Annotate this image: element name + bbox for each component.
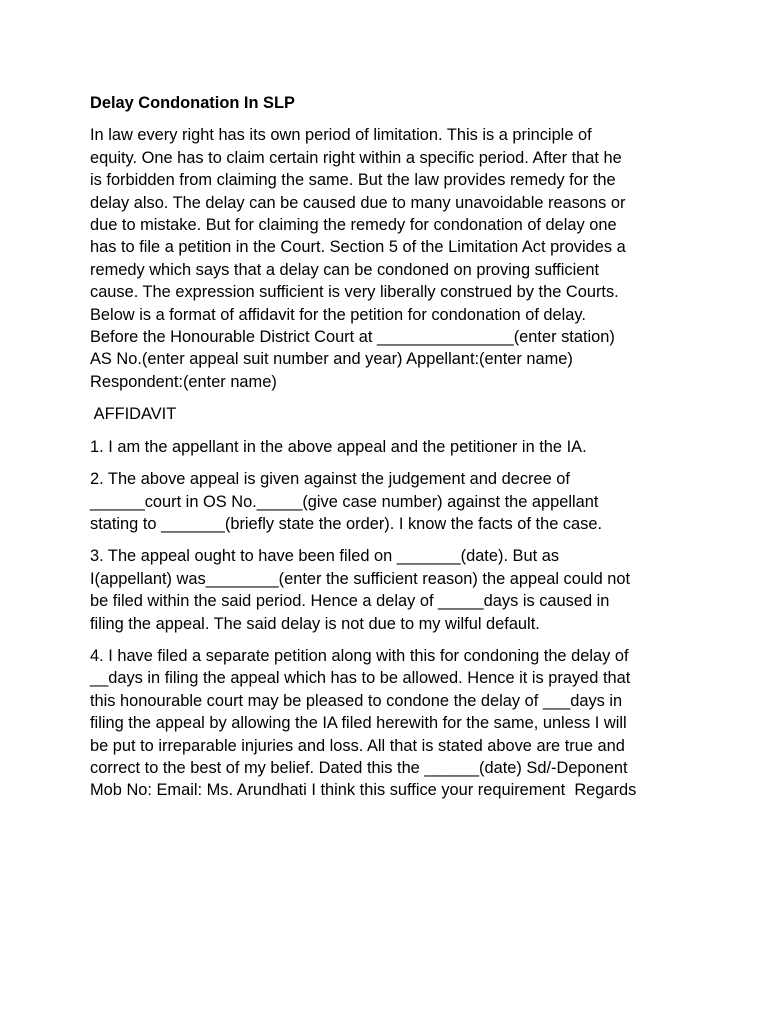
text-line: 1. I am the appellant in the above appeal and the petitioner in the IA. [90, 437, 587, 456]
affidavit-point-1 [90, 436, 690, 458]
affidavit-point-2 [90, 468, 690, 535]
text-line: I(appellant) was________(enter the sufficient reason) the appeal could not [90, 569, 631, 588]
text-line: has to file a petition in the Court. Section 5 of the Limitation Act provides a [90, 238, 626, 257]
text-line: Respondent:(enter name) [90, 372, 277, 391]
document-title: Delay Condonation In SLP [90, 94, 295, 112]
text-line: remedy which says that a delay can be condoned on proving sufficient [90, 260, 600, 279]
text-line: filing the appeal by allowing the IA filed herewith for the same, unless I will [90, 714, 627, 733]
text-line: be filed within the said period. Hence a delay of _____days is caused in [90, 592, 610, 611]
affidavit-point-4 [90, 645, 690, 802]
intro-paragraph [90, 124, 690, 393]
text-line: stating to _______(briefly state the order). I know the facts of the case. [90, 514, 603, 533]
affidavit-heading: AFFIDAVIT [90, 405, 177, 424]
text-line: correct to the best of my belief. Dated this the ______(date) Sd/-Deponent [90, 758, 628, 777]
text-line: cause. The expression sufficient is very liberally construed by the Courts. [90, 283, 619, 302]
text-line: Below is a format of affidavit for the petition for condonation of delay. [90, 305, 586, 324]
text-line: 2. The above appeal is given against the judgement and decree of [90, 470, 570, 489]
text-line: this honourable court may be pleased to condone the delay of ___days in [90, 691, 623, 710]
text-line: __days in filing the appeal which has to be allowed. Hence it is prayed that [90, 669, 631, 688]
text-line: ______court in OS No._____(give case number) against the appellant [90, 492, 599, 511]
affidavit-point-3 [90, 545, 690, 635]
text-line: delay also. The delay can be caused due to many unavoidable reasons or [90, 193, 626, 212]
text-line: 4. I have filed a separate petition along with this for condoning the delay of [90, 646, 629, 665]
text-line: In law every right has its own period of limitation. This is a principle of [90, 126, 592, 145]
text-line: be put to irreparable injuries and loss. All that is stated above are true and [90, 736, 625, 755]
text-line: Mob No: Email: Ms. Arundhati I think this suffice your requirement Regards [90, 781, 637, 800]
text-line: equity. One has to claim certain right within a specific period. After that he [90, 148, 622, 167]
document-page [90, 92, 690, 812]
text-line: filing the appeal. The said delay is not due to my wilful default. [90, 614, 540, 633]
text-line: Before the Honourable District Court at _______________(enter station) [90, 328, 615, 347]
text-line: 3. The appeal ought to have been filed on _______(date). But as [90, 547, 560, 566]
text-line: AS No.(enter appeal suit number and year) Appellant:(enter name) [90, 350, 573, 369]
text-line: due to mistake. But for claiming the remedy for condonation of delay one [90, 216, 617, 235]
text-line: is forbidden from claiming the same. But the law provides remedy for the [90, 171, 616, 190]
